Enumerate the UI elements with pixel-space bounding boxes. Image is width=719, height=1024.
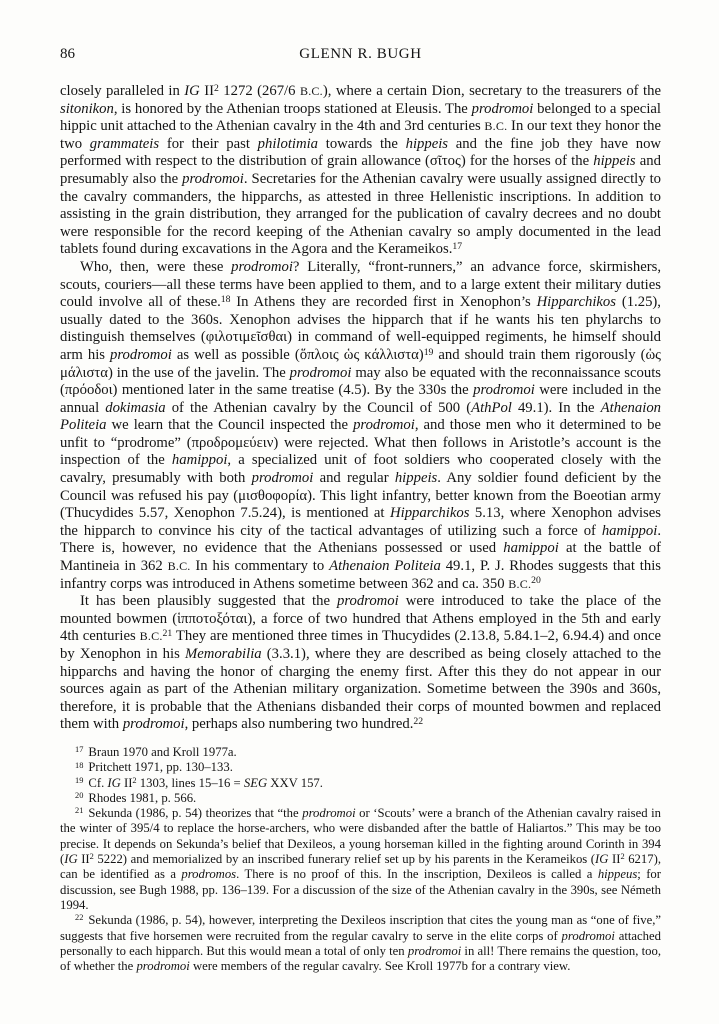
footnote-18	[60, 760, 661, 775]
footnote-20	[60, 791, 661, 806]
page-number: 86	[60, 46, 75, 62]
footnote-text: Cf. IG $II^2$ 1303, lines 15–16 = SEG XXV 157.	[88, 775, 323, 790]
footnotes-section	[60, 745, 661, 974]
article-body	[60, 83, 661, 734]
footnote-text: Braun 1970 and Kroll 1977a.	[88, 744, 237, 759]
footnote-22	[60, 913, 661, 974]
footnote-text: Rhodes 1981, p. 566.	[88, 790, 197, 805]
footnote-marker: 17	[75, 745, 84, 755]
footnote-text: Pritchett 1971, pp. 130–133.	[88, 760, 233, 775]
body-paragraph-3: It has been plausibly suggested that the prodromoi were introduced to take the place of the mounted bowmen (ἱπποτοξόται), a force of two hundred that Athens employed in the 5th and early 4th centuries B.C.$^{21}$ They are mentioned three times in Thucydides (2.13.8, 5.84.1–2, 6.94.4) and once by Xenophon in his Memorabilia (3.3.1), where they are described as being closely attached to the hipparchs and having the honor of charging the enemy first. After this they do not appear in our sources again as part of the Athenian military organization. Sometime between the 390s and 360s, therefore, it is probable that the Athenians disbanded their corps of mounted bowmen and replaced them with prodromoi, perhaps also numbering two hundred.$^{22}$	[60, 593, 661, 733]
body-paragraph-1: closely paralleled in IG $II^2$ 1272 (267/6 B.C.), where a certain Dion, secretary to the treasurers of the sitonikon, is honored by the Athenian troops stationed at Eleusis. The prodromoi belonged to a special hippic unit attached to the Athenian cavalry in the 4th and 3rd centuries B.C. In our text they honor the two grammateis for their past philotimia towards the hippeis and the fine job they have now performed with respect to the distribution of grain allowance (σῖτος) for the horses of the hippeis and presumably also the prodromoi. Secretaries for the Athenian cavalry were usually assigned directly to the cavalry commanders, the hipparchs, as attested in three Hellenistic inscriptions. In addition to assisting in the grain distribution, they arranged for the publication of cavalry decrees and no doubt were responsible for the record keeping of the Athenian cavalry so amply documented in the lead tablets found during excavations in the Agora and the Kerameikos.$^{17}$	[60, 82, 662, 258]
footnote-marker: 20	[75, 791, 84, 801]
article-content	[60, 83, 661, 974]
running-header	[60, 46, 661, 66]
footnote-marker: 18	[75, 760, 84, 770]
footnote-21	[60, 806, 661, 913]
footnote-17	[60, 745, 661, 760]
footnote-marker: 22	[75, 913, 84, 923]
running-head-title: GLENN R. BUGH	[299, 46, 422, 62]
footnote-19	[60, 776, 661, 791]
footnote-text: Sekunda (1986, p. 54) theorizes that “the prodromoi or ‘Scouts’ were a branch of the Athenian cavalry raised in the winter of 395/4 to replace the horse-archers, who were disbanded after the battle of Haliartos.” This may be too precise. It depends on Sekunda’s belief that Dexileos, a young horseman killed in the fighting around Corinth in 394 (IG $II^2$ 5222) and memorialized by an inscribed funerary relief set up by his parents in the Kerameikos (IG $II^2$ 6217), can be identified as a prodromos. There is no proof of this. In the inscription, Dexileos is called a hippeus; for discussion, see Bugh 1988, pp. 136–139. For a discussion of the size of the Athenian cavalry in the 390s, see Németh 1994.	[60, 806, 662, 912]
body-paragraph-2: Who, then, were these prodromoi? Literally, “front-runners,” an advance force, skirmishers, scouts, couriers—all these terms have been applied to them, and to a large extent their military duties could involve all of these.$^{18}$ In Athens they are recorded first in Xenophon’s Hipparchikos (1.25), usually dated to the 360s. Xenophon advises the hipparch that if he wants his ten phylarchs to distinguish themselves (φιλοτιμεῖσθαι) in command of well-equipped regiments, he himself should arm his prodromoi as well as possible (ὅπλοις ὡς κάλλιστα)$^{19}$ and should train them rigorously (ὡς μάλιστα) in the use of the javelin. The prodromoi may also be equated with the reconnaissance scouts (πρόοδοι) mentioned later in the same treatise (4.5). By the 330s the prodromoi were included in the annual dokimasia of the Athenian cavalry by the Council of 500 (AthPol 49.1). In the Athenaion Politeia we learn that the Council inspected the prodromoi, and those men who it determined to be unfit to “prodrome” (προδρομεύειν) were rejected. What then follows in Aristotle’s account is the inspection of the hamippoi, a specialized unit of foot soldiers who cooperated closely with the cavalry, presumably with both prodromoi and regular hippeis. Any soldier found deficient by the Council was refused his pay (μισθοφορία). This light infantry, better known from the Boeotian army (Thucydides 5.57, Xenophon 7.5.24), is mentioned at Hipparchikos 5.13, where Xenophon advises the hipparch to convince his city of the tactical advantages of utilizing such a force of hamippoi. There is, however, no evidence that the Athenians possessed or used hamippoi at the battle of Mantineia in 362 B.C. In his commentary to Athenaion Politeia 49.1, P. J. Rhodes suggests that this infantry corps was introduced in Athens sometime between 362 and ca. 350 B.C.$^{20}$	[60, 258, 662, 592]
footnote-text: Sekunda (1986, p. 54), however, interpreting the Dexileos inscription that cites the young man as “one of five,” suggests that five horsemen were recruited from the regular cavalry to serve in the elite corps of prodromoi attached personally to each hipparch. But this would mean a total of only ten prodromoi in all! There remains the question, too, of whether the prodromoi were members of the regular cavalry. See Kroll 1977b for a contrary view.	[60, 913, 662, 974]
footnote-marker: 21	[75, 806, 84, 816]
footnote-marker: 19	[75, 775, 84, 785]
